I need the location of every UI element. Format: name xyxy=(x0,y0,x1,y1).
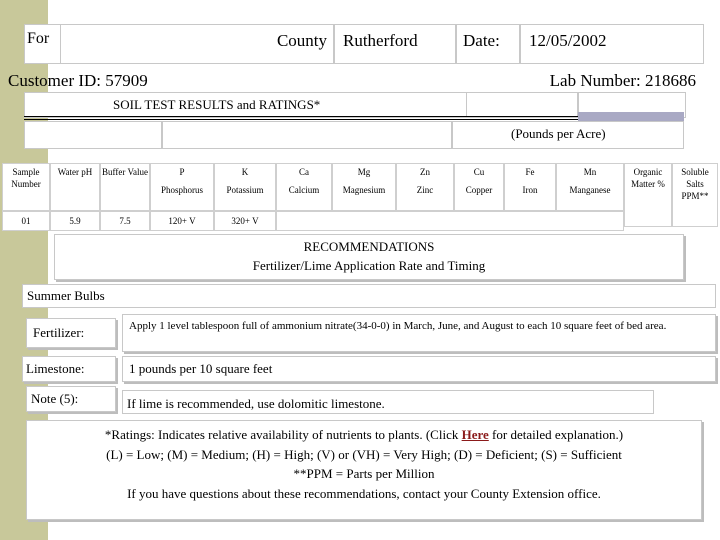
col-zinc: Zn Zinc xyxy=(396,163,454,211)
units-label: (Pounds per Acre) xyxy=(511,126,606,141)
results-title: SOIL TEST RESULTS and RATINGS* xyxy=(113,97,321,112)
here-link[interactable]: Here xyxy=(461,427,489,442)
county-label: County xyxy=(276,31,327,50)
limestone-label-cell xyxy=(22,356,116,382)
units-cell xyxy=(452,121,684,149)
recommendations-subtitle: Fertilizer/Lime Application Rate and Timing xyxy=(252,258,486,273)
limestone-text-cell xyxy=(122,356,716,382)
fertilizer-text: Apply 1 level tablespoon full of ammonium nitrate(34-0-0) in March, June, and August to each 10 square feet of bed area. xyxy=(129,320,667,332)
limestone-text: 1 pounds per 10 square feet xyxy=(129,361,273,376)
col-phosphorus: P Phosphorus xyxy=(150,163,214,211)
county-field xyxy=(334,24,456,64)
col-copper: Cu Copper xyxy=(454,163,504,211)
date-value: 12/05/2002 xyxy=(529,31,607,50)
note-text: If lime is recommended, use dolomitic limestone. xyxy=(127,396,385,411)
name-field xyxy=(60,24,334,64)
recommendations-title: RECOMMENDATIONS xyxy=(303,239,435,254)
units-blank-1 xyxy=(24,121,162,149)
cell-water-ph: 5.9 xyxy=(50,211,100,231)
col-iron: Fe Iron xyxy=(504,163,556,211)
col-manganese: Mn Manganese xyxy=(556,163,624,211)
col-sample-number: Sample Number xyxy=(2,163,50,211)
lab-number: Lab Number: 218686 xyxy=(549,71,696,90)
col-magnesium: Mg Magnesium xyxy=(332,163,396,211)
results-title-cell xyxy=(24,92,466,118)
crop-name: Summer Bulbs xyxy=(27,288,105,303)
date-value-cell xyxy=(520,24,704,64)
divider-line-2 xyxy=(24,119,604,120)
units-blank-2 xyxy=(162,121,452,149)
cell-buffer-value: 7.5 xyxy=(100,211,150,231)
fertilizer-text-cell xyxy=(122,314,716,352)
footer-box xyxy=(26,420,702,520)
cell-sample-number: 01 xyxy=(2,211,50,231)
col-organic-matter: Organic Matter % xyxy=(624,163,672,227)
cell-phosphorus: 120+ V xyxy=(150,211,214,231)
col-buffer-value: Buffer Value xyxy=(100,163,150,211)
cell-potassium: 320+ V xyxy=(214,211,276,231)
customer-id: Customer ID: 57909 xyxy=(8,71,148,90)
note-text-cell xyxy=(122,390,654,414)
recommendations-header xyxy=(54,234,684,280)
contact-note: If you have questions about these recommendations, contact your County Extension office. xyxy=(127,485,601,501)
ratings-line: *Ratings: Indicates relative availability of nutrients to plants. (Click Here for detailed explanation.) xyxy=(104,427,624,442)
date-label-cell xyxy=(456,24,520,64)
limestone-label: Limestone: xyxy=(26,361,85,376)
fertilizer-label: Fertilizer: xyxy=(33,325,85,340)
col-potassium: K Potassium xyxy=(214,163,276,211)
county-value: Rutherford xyxy=(343,31,418,50)
col-water-ph: Water pH xyxy=(50,163,100,211)
note-label: Note (5): xyxy=(31,391,79,406)
note-label-cell xyxy=(26,386,116,412)
ratings-legend: (L) = Low; (M) = Medium; (H) = High; (V) or (VH) = Very High; (D) = Deficient; (S) = Sufficient xyxy=(106,446,622,462)
ppm-note: **PPM = Parts per Million xyxy=(293,466,435,481)
col-calcium: Ca Calcium xyxy=(276,163,332,211)
crop-cell xyxy=(22,284,716,308)
cell-empty-remaining xyxy=(276,211,624,231)
results-title-blank-1 xyxy=(466,92,578,118)
for-label: For xyxy=(27,30,50,47)
fertilizer-label-cell xyxy=(26,318,116,348)
date-label: Date: xyxy=(463,31,500,50)
col-soluble-salts: Soluble Salts PPM** xyxy=(672,163,718,227)
